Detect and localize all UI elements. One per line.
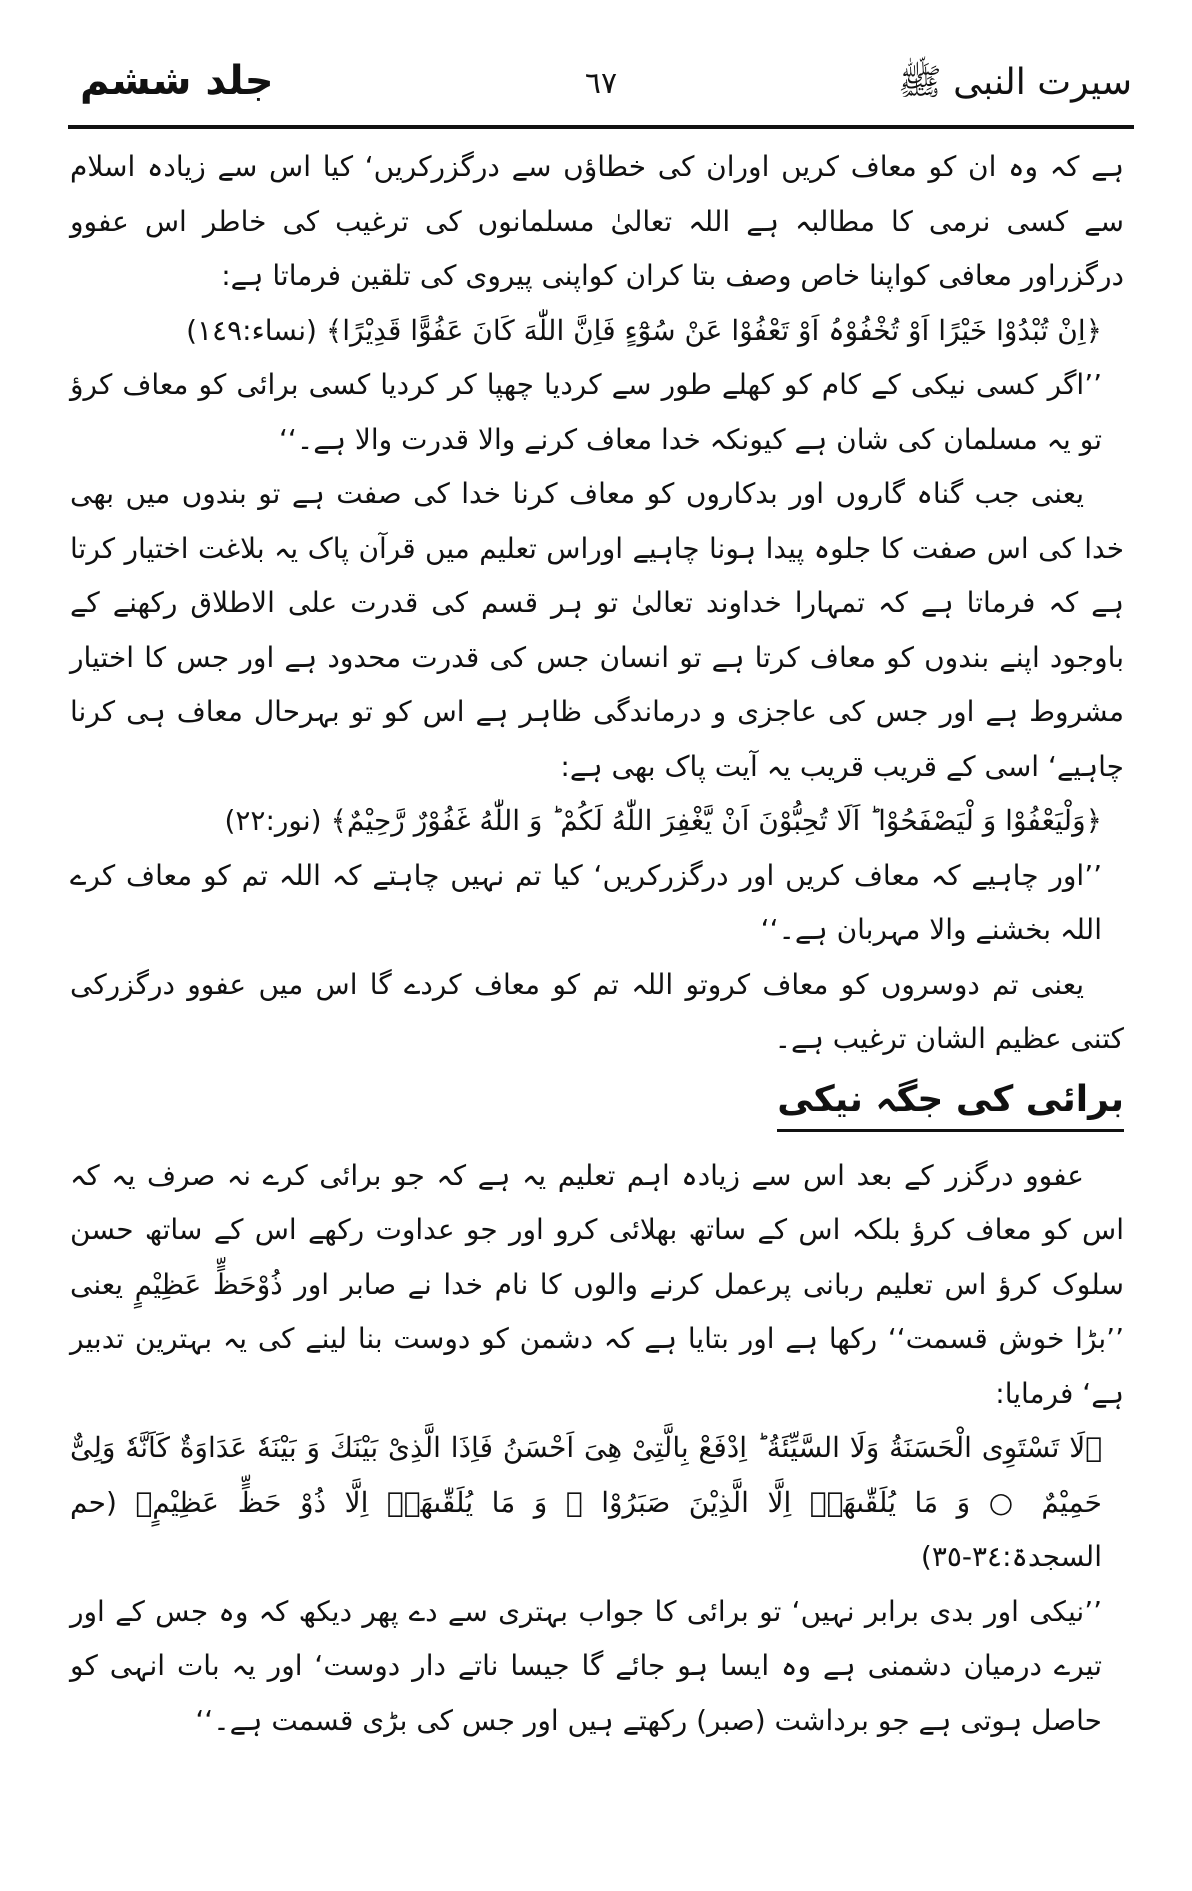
paragraph-3: یعنی تم دوسروں کو معاف کروتو اللہ تم کو معاف کردے گا اس میں عفوو درگزرکی کتنی عظیم الشان ترغیب ہے۔ bbox=[70, 967, 1124, 1055]
quran-verse-1 bbox=[70, 304, 1124, 359]
paragraph-2: یعنی جب گناہ گاروں اور بدکاروں کو معاف کرنا خدا کی صفت ہے تو بندوں میں بھی خدا کی اس صفت کا جلوہ پیدا ہونا چاہیے اوراس تعلیم میں قرآن پاک یہ بلاغت اختیار کرتا ہے کہ فرماتا ہے کہ تمہارا خداوند تعالیٰ تو ہر قسم کی قدرت علی الاطلاق رکھنے کے باوجود اپنے بندوں کو معاف کرتا ہے تو انسان جس کی قدرت محدود ہے اور جس کا اختیار مشروط ہے اور جس کی عاجزی و درماندگی ظاہر ہے اس کو تو بہرحال معاف ہی کرنا چاہیے‘ اسی کے قریب قریب یہ آیت پاک بھی ہے: bbox=[70, 477, 1124, 783]
verse-1-reference: (نساء:١٤٩) bbox=[186, 313, 317, 347]
verse-3-translation: ’’نیکی اور بدی برابر نہیں‘ تو برائی کا جواب بہتری سے دے پھر دیکھ کہ وہ جس کے اور تیرے درمیان دشمنی ہے وہ ایسا ہو جائے گا جیسا ناتے دار دوست‘ اور یہ بات انہی کو حاصل ہوتی ہے جو برداشت (صبر) رکھتے ہیں اور جس کی بڑی قسمت ہے۔‘‘ bbox=[70, 1594, 1102, 1737]
page-header bbox=[70, 52, 1132, 122]
page-body bbox=[70, 140, 1124, 1748]
verse-2-reference: (نور:٢٢) bbox=[224, 804, 322, 837]
verse-1-text: ﴿اِنْ تُبْدُوْا خَیْرًا اَوْ تُخْفُوْہُ اَوْ تَعْفُوْا عَنْ سُوْٓءٍ فَاِنَّ اللّٰهَ كَانَ عَفُوًّا قَدِیْرًا﴾ bbox=[325, 313, 1102, 347]
quran-verse-2 bbox=[70, 794, 1124, 849]
header-divider bbox=[68, 125, 1134, 129]
verse-3-text: ﴿لَا تَسْتَوِی الْحَسَنَةُ وَلَا السَّیِّئَةُ ؕ اِدْفَعْ بِالَّتِیْ هِیَ اَحْسَنُ فَاِذَا الَّذِیْ بَیْنَكَ وَ بَیْنَهٗ عَدَاوَةٌ كَاَنَّهٗ وَلِیٌّ حَمِیْمٌ ○ وَ مَا یُلَقّٰىهَاۤ اِلَّا الَّذِیْنَ صَبَرُوْا ۚ وَ مَا یُلَقّٰىهَاۤ اِلَّا ذُوْ حَظٍّ عَظِیْمٍ﴾ bbox=[70, 1431, 1102, 1519]
section-heading-wrap bbox=[70, 1073, 1124, 1135]
page-number: ٦٧ bbox=[584, 66, 618, 101]
section-heading: برائی کی جگہ نیکی bbox=[777, 1073, 1124, 1132]
volume-label: جلد ششم bbox=[80, 58, 274, 104]
verse-3-reference: (حم السجدۃ:٣٤-٣٥) bbox=[70, 1485, 1102, 1573]
verse-2-text: ﴿وَلْیَعْفُوْا وَ لْیَصْفَحُوْا ؕ اَلَا تُحِبُّوْنَ اَنْ یَّغْفِرَ اللّٰهُ لَكُمْ ؕ وَ اللّٰهُ غَفُوْرٌ رَّحِیْمٌ﴾ bbox=[330, 804, 1102, 837]
verse-1-translation: ’’اگر کسی نیکی کے کام کو کھلے طور سے کردیا چھپا کر کردیا کسی برائی کو معاف کرؤ تو یہ مسلمان کی شان ہے کیونکہ خدا معاف کرنے والا قدرت والا ہے۔‘‘ bbox=[70, 368, 1102, 456]
quran-verse-3 bbox=[70, 1421, 1124, 1585]
paragraph-4: عفوو درگزر کے بعد اس سے زیادہ اہم تعلیم یہ ہے کہ جو برائی کرے نہ صرف یہ کہ اس کو معاف کرؤ بلکہ اس کے ساتھ بھلائی کرو اور جو عداوت رکھے اس کے ساتھ حسن سلوک کرؤ اس تعلیم ربانی پرعمل کرنے والوں کا نام خدا نے صابر اور ذُوْحَظٍّ عَظِیْمٍ یعنی ’’بڑا خوش قسمت‘‘ رکھا ہے اور بتایا ہے کہ دشمن کو دوست بنا لینے کی یہ بہترین تدبیر ہے‘ فرمایا: bbox=[70, 1158, 1124, 1410]
book-title: سیرت النبی ﷺ bbox=[898, 62, 1132, 103]
paragraph-1: ہے کہ وہ ان کو معاف کریں اوران کی خطاؤں سے درگزرکریں‘ کیا اس سے زیادہ اسلام سے کسی نرمی کا مطالبہ ہے اللہ تعالیٰ مسلمانوں کی ترغیب کی خاطر اس عفوو درگزراور معافی کواپنا خاص وصف بتا کران کواپنی پیروی کی تلقین فرماتا ہے: bbox=[70, 150, 1124, 292]
verse-2-translation: ’’اور چاہیے کہ معاف کریں اور درگزرکریں‘ کیا تم نہیں چاہتے کہ اللہ تم کو معاف کرے اللہ بخشنے والا مہربان ہے۔‘‘ bbox=[70, 858, 1102, 946]
